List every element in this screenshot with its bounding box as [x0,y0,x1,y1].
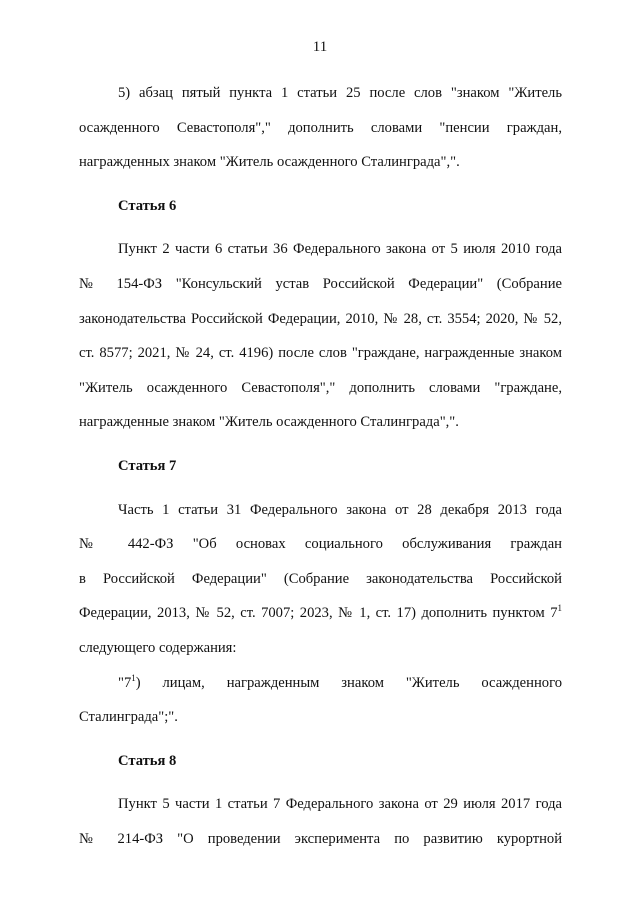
text-line: законодательства Российской Федерации, 2010, № 28, ст. 3554; 2020, № 52, [79,310,562,327]
paragraph-item-5 [79,76,562,180]
text-line: в Российской Федерации" (Собрание законодательства Российской [79,570,562,587]
text-line: Сталинграда";". [79,709,178,726]
text-line: награжденные знаком "Житель осажденного Сталинграда",". [79,414,459,431]
text-line: № 154-ФЗ "Консульский устав Российской Федерации" (Собрание [79,275,562,292]
text-segment: "7 [118,674,132,691]
text-line: 5) абзац пятый пункта 1 статьи 25 после слов "знаком "Житель [118,85,562,101]
text-line-with-superscript [79,666,562,701]
article-6-heading: Статья 6 [118,197,177,214]
paragraph-article-6 [79,232,562,440]
document-body [79,76,562,856]
quoted-item-7-1 [79,666,562,735]
paragraph-article-7 [79,493,562,666]
text-line: Пункт 2 части 6 статьи 36 Федерального закона от 5 июля 2010 года [118,241,562,258]
text-line: Пункт 5 части 1 статьи 7 Федерального закона от 29 июля 2017 года [118,796,562,813]
page-number: 11 [312,39,328,55]
paragraph-article-8 [79,787,562,856]
text-line: № 214-ФЗ "О проведении эксперимента по развитию курортной [79,830,562,847]
text-line: "Житель осажденного Севастополя"," дополнить словами "граждане, [79,379,562,396]
text-line: награжденных знаком "Житель осажденного Сталинграда",". [79,154,460,171]
superscript: 1 [131,672,136,683]
text-line: Часть 1 статьи 31 Федерального закона от 28 декабря 2013 года [118,501,562,518]
text-line: ст. 8577; 2021, № 24, ст. 4196) после слов "граждане, награжденные знаком [79,345,562,362]
text-segment: ) лицам, награжденным знаком "Житель осажденного [135,674,562,691]
text-line-with-superscript [79,596,562,631]
article-8-heading: Статья 8 [118,752,177,769]
text-line: № 442-ФЗ "Об основах социального обслуживания граждан [79,536,562,553]
article-7-heading: Статья 7 [118,457,177,474]
text-line: следующего содержания: [79,639,237,656]
text-line: осажденного Севастополя"," дополнить словами "пенсии граждан, [79,119,562,136]
text-segment: Федерации, 2013, № 52, ст. 7007; 2023, № 1, ст. 17) дополнить пунктом 7 [79,605,558,622]
superscript: 1 [557,603,562,614]
